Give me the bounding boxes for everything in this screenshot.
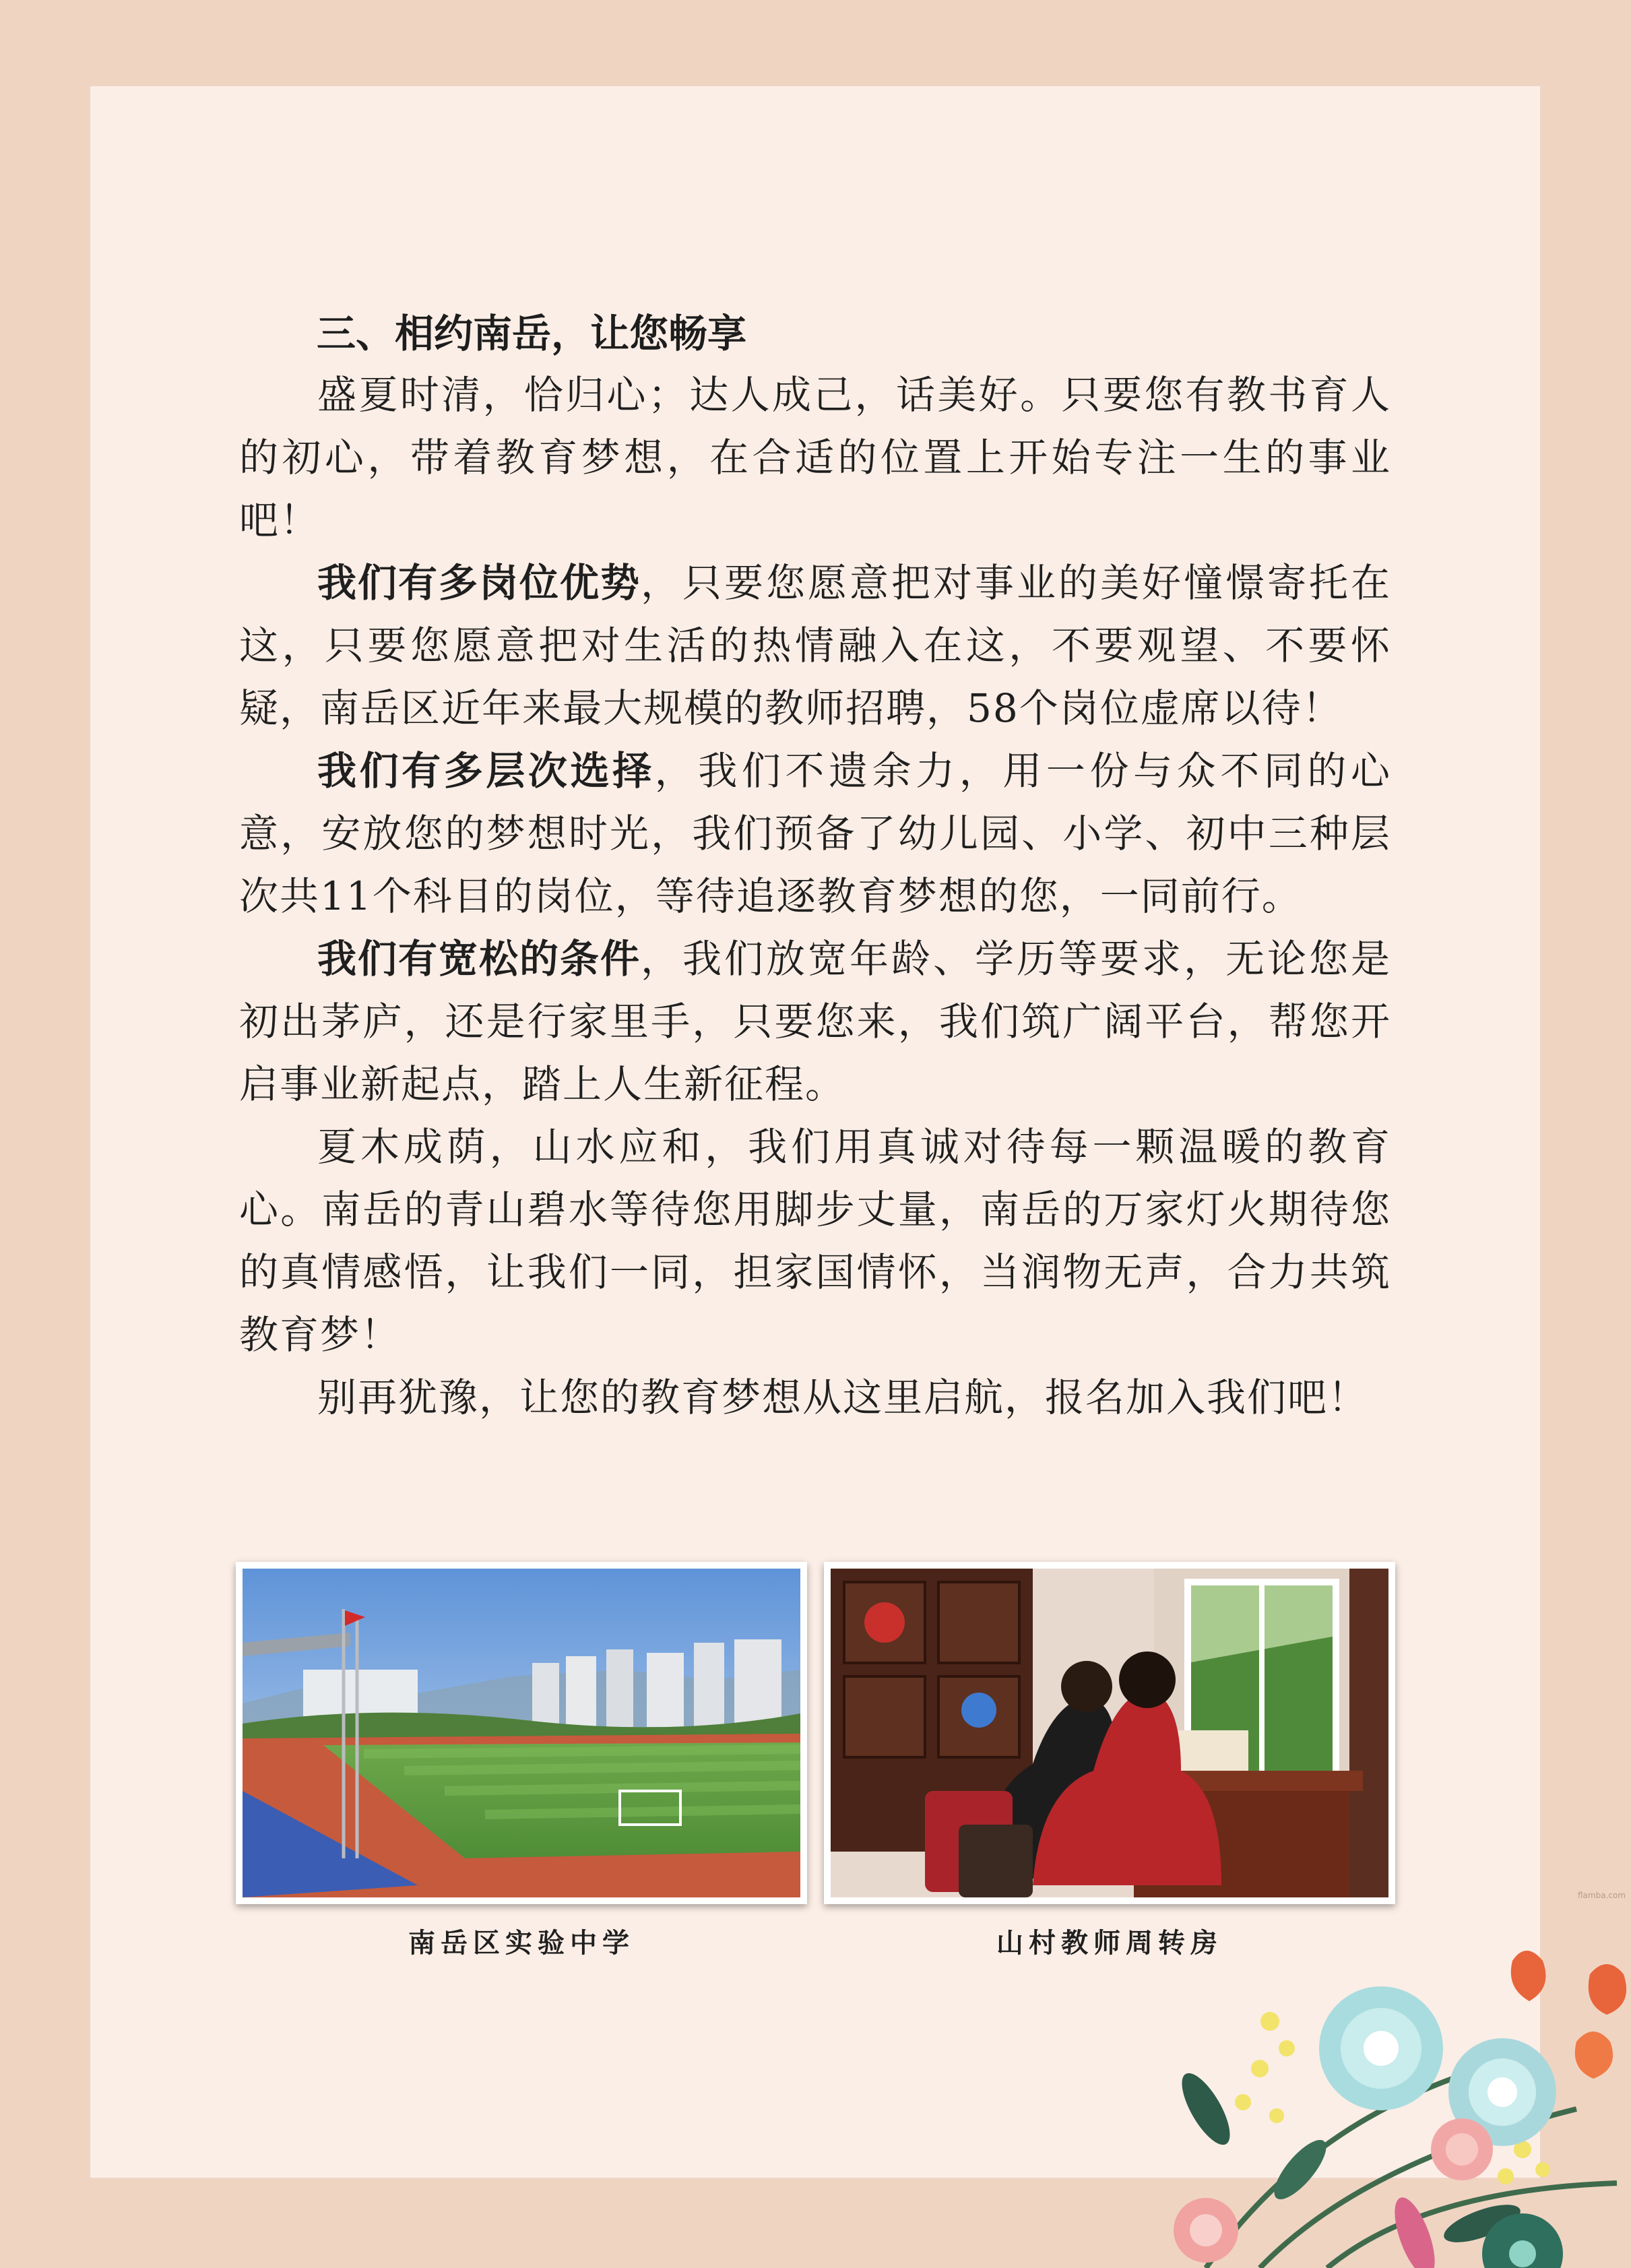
paragraph-levels: 我们有多层次选择，我们不遗余力，用一份与众不同的心意，安放您的梦想时光，我们预备了幼儿园、小学、初中三种层次共11个科目的岗位，等待追逐教育梦想的您，一同前行。 (239, 748, 1391, 919)
watermark: flamba.com (1577, 1891, 1626, 1900)
paragraph-call-to-action: 别再犹豫，让您的教育梦想从这里启航，报名加入我们吧！ (317, 1375, 1369, 1420)
teacher-housing-image (831, 1569, 1388, 1897)
paragraph-intro: 盛夏时清，恰归心；达人成己，话美好。只要您有教书育人的初心，带着教育梦想，在合适的位置上开始专注一生的事业吧！ (239, 372, 1391, 543)
paragraph-positions: 我们有多岗位优势，只要您愿意把对事业的美好憧憬寄托在这，只要您愿意把对生活的热情融入在这，不要观望、不要怀疑，南岳区近年来最大规模的教师招聘，58个岗位虚席以待！ (239, 560, 1391, 731)
photo-teacher-housing (824, 1562, 1395, 1904)
photo-school-field (236, 1562, 807, 1904)
paragraph-lead: 我们有宽松的条件 (317, 936, 641, 982)
paragraph-lead: 我们有多层次选择 (317, 748, 655, 794)
photo-caption: 南岳区实验中学 (408, 1927, 635, 1959)
flower-decoration (1105, 1947, 1631, 2268)
paragraph-conditions: 我们有宽松的条件，我们放宽年龄、学历等要求，无论您是初出茅庐，还是行家里手，只要您来，我们筑广阔平台，帮您开启事业新起点，踏上人生新征程。 (239, 936, 1391, 1107)
paragraph-lead: 我们有多岗位优势 (317, 560, 641, 606)
section-heading: 三、相约南岳，让您畅享 (317, 311, 747, 356)
paragraph-summer: 夏木成荫，山水应和，我们用真诚对待每一颗温暖的教育心。南岳的青山碧水等待您用脚步丈量，南岳的万家灯火期待您的真情感悟，让我们一同，担家国情怀，当润物无声，合力共筑教育梦！ (239, 1124, 1391, 1358)
school-field-image (243, 1569, 800, 1897)
photo-caption: 山村教师周转房 (996, 1927, 1223, 1959)
article-body (239, 364, 1391, 1429)
